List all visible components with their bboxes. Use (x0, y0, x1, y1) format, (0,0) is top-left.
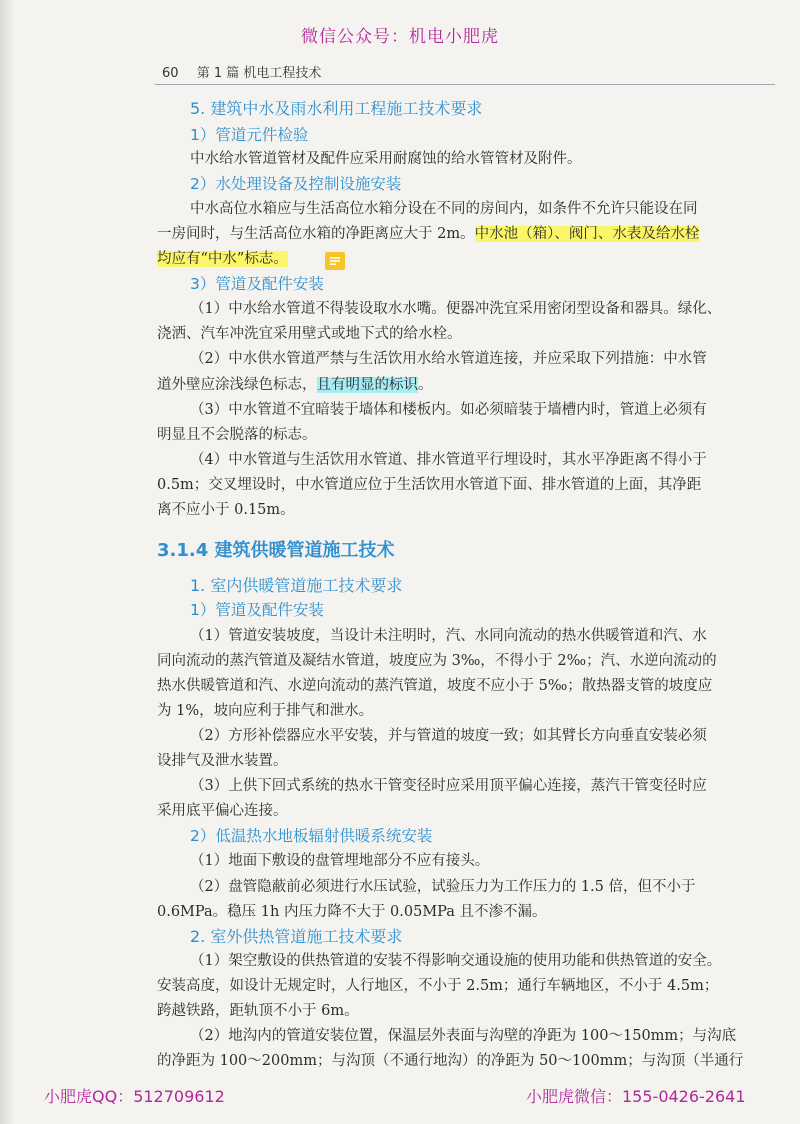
heading-5-1: 1）管道元件检验 (190, 126, 309, 144)
text-line: （1）架空敷设的供热管道的安装不得影响交通设施的使用功能和供热管道的安全。 (190, 953, 722, 969)
heading-5-2: 2）水处理设备及控制设施安装 (190, 175, 402, 193)
text-line: 明显且不会脱落的标志。 (157, 427, 317, 443)
heading-5: 5. 建筑中水及雨水利用工程施工技术要求 (190, 99, 483, 118)
text-line: （1）地面下敷设的盘管埋地部分不应有接头。 (190, 853, 490, 869)
text-line: （3）中水管道不宜暗装于墙体和楼板内。如必须暗装于墙槽内时，管道上必须有 (190, 402, 707, 418)
comment-note-icon[interactable] (325, 252, 345, 270)
text-line: 为 1%，坡向应利于排气和泄水。 (157, 703, 374, 719)
heading-2: 2. 室外供热管道施工技术要求 (190, 927, 403, 946)
highlight-yellow[interactable]: 均应有“中水”标志。 (157, 251, 288, 267)
text-line: 安装高度，如设计无规定时，人行地区，不小于 2.5m；通行车辆地区，不小于 4.5m； (157, 978, 719, 994)
text-line: 采用底平偏心连接。 (157, 803, 288, 819)
text-line: （1）管道安装坡度，当设计未注明时，汽、水同向流动的热水供暖管道和汽、水 (190, 628, 707, 644)
text-segment: 道外壁应涂浅绿色标志， (157, 377, 317, 393)
section-heading-3-1-4: 3.1.4 建筑供暖管道施工技术 (157, 540, 395, 561)
text-line (157, 247, 288, 268)
text-line: 离不应小于 0.15m。 (157, 502, 295, 518)
text-line: （2）中水供水管道严禁与生活饮用水给水管道连接，并应采取下列措施：中水管 (190, 351, 707, 367)
header-rule (155, 84, 775, 85)
text-segment: 一房间时，与生活高位水箱的净距离应大于 2m。 (157, 226, 475, 242)
text-line: 浇洒、汽车冲洗宜采用壁式或地下式的给水栓。 (157, 326, 462, 342)
text-line: 的净距为 100～200mm；与沟顶（不通行地沟）的净距为 50～100mm；与沟顶（半通行 (157, 1053, 744, 1069)
text-line: 0.5m；交叉埋设时，中水管道应位于生活饮用水管道下面、排水管道的上面，其净距 (157, 477, 702, 493)
text-line: 热水供暖管道和汽、水逆向流动的蒸汽管道，坡度不应小于 5‰；散热器支管的坡度应 (157, 678, 713, 694)
heading-1: 1. 室内供暖管道施工技术要求 (190, 576, 403, 595)
text-line: （3）上供下回式系统的热水干管变径时应采用顶平偏心连接，蒸汽干管变径时应 (190, 778, 707, 794)
text-line: 中水给水管道管材及配件应采用耐腐蚀的给水管管材及附件。 (190, 151, 582, 167)
text-line: （2）地沟内的管道安装位置，保温层外表面与沟壁的净距为 100～150mm；与沟底 (190, 1028, 737, 1044)
watermark-bottom-right: 小肥虎微信：155-0426-2641 (526, 1087, 746, 1106)
text-line: 同向流动的蒸汽管道及凝结水管道，坡度应为 3‰，不得小于 2‰；汽、水逆向流动的 (157, 653, 717, 669)
page-edge-shadow (0, 0, 14, 1124)
highlight-yellow[interactable]: 中水池（箱）、阀门、水表及给水栓 (474, 226, 700, 242)
text-line (157, 373, 433, 394)
watermark-top: 微信公众号：机电小肥虎 (301, 27, 499, 47)
text-line: （4）中水管道与生活饮用水管道、排水管道平行埋设时，其水平净距离不得小于 (190, 452, 707, 468)
watermark-bottom-left: 小肥虎QQ：512709612 (44, 1087, 225, 1106)
text-line: 设排气及泄水装置。 (157, 753, 288, 769)
text-line: （2）盘管隐蔽前必须进行水压试验，试验压力为工作压力的 1.5 倍，但不小于 (190, 879, 696, 895)
heading-1-1: 1）管道及配件安装 (190, 601, 324, 619)
text-line (157, 222, 699, 243)
highlight-cyan[interactable]: 且有明显的标识 (316, 377, 418, 393)
text-segment: 。 (418, 377, 433, 393)
chapter-title: 第 1 篇 机电工程技术 (196, 66, 322, 81)
heading-1-2: 2）低温热水地板辐射供暖系统安装 (190, 827, 433, 845)
text-line: （1）中水给水管道不得装设取水水嘴。便器冲洗宜采用密闭型设备和器具。绿化、 (190, 301, 722, 317)
text-line: 中水高位水箱应与生活高位水箱分设在不同的房间内，如条件不允许只能设在同 (190, 201, 698, 217)
page-number: 60 (162, 66, 179, 81)
heading-5-3: 3）管道及配件安装 (190, 275, 324, 293)
text-line: 跨越铁路，距轨顶不小于 6m。 (157, 1003, 359, 1019)
text-line: 0.6MPa。稳压 1h 内压力降不大于 0.05MPa 且不渗不漏。 (157, 904, 547, 920)
text-line: （2）方形补偿器应水平安装，并与管道的坡度一致；如其臂长方向垂直安装必须 (190, 728, 707, 744)
running-head (162, 62, 321, 81)
